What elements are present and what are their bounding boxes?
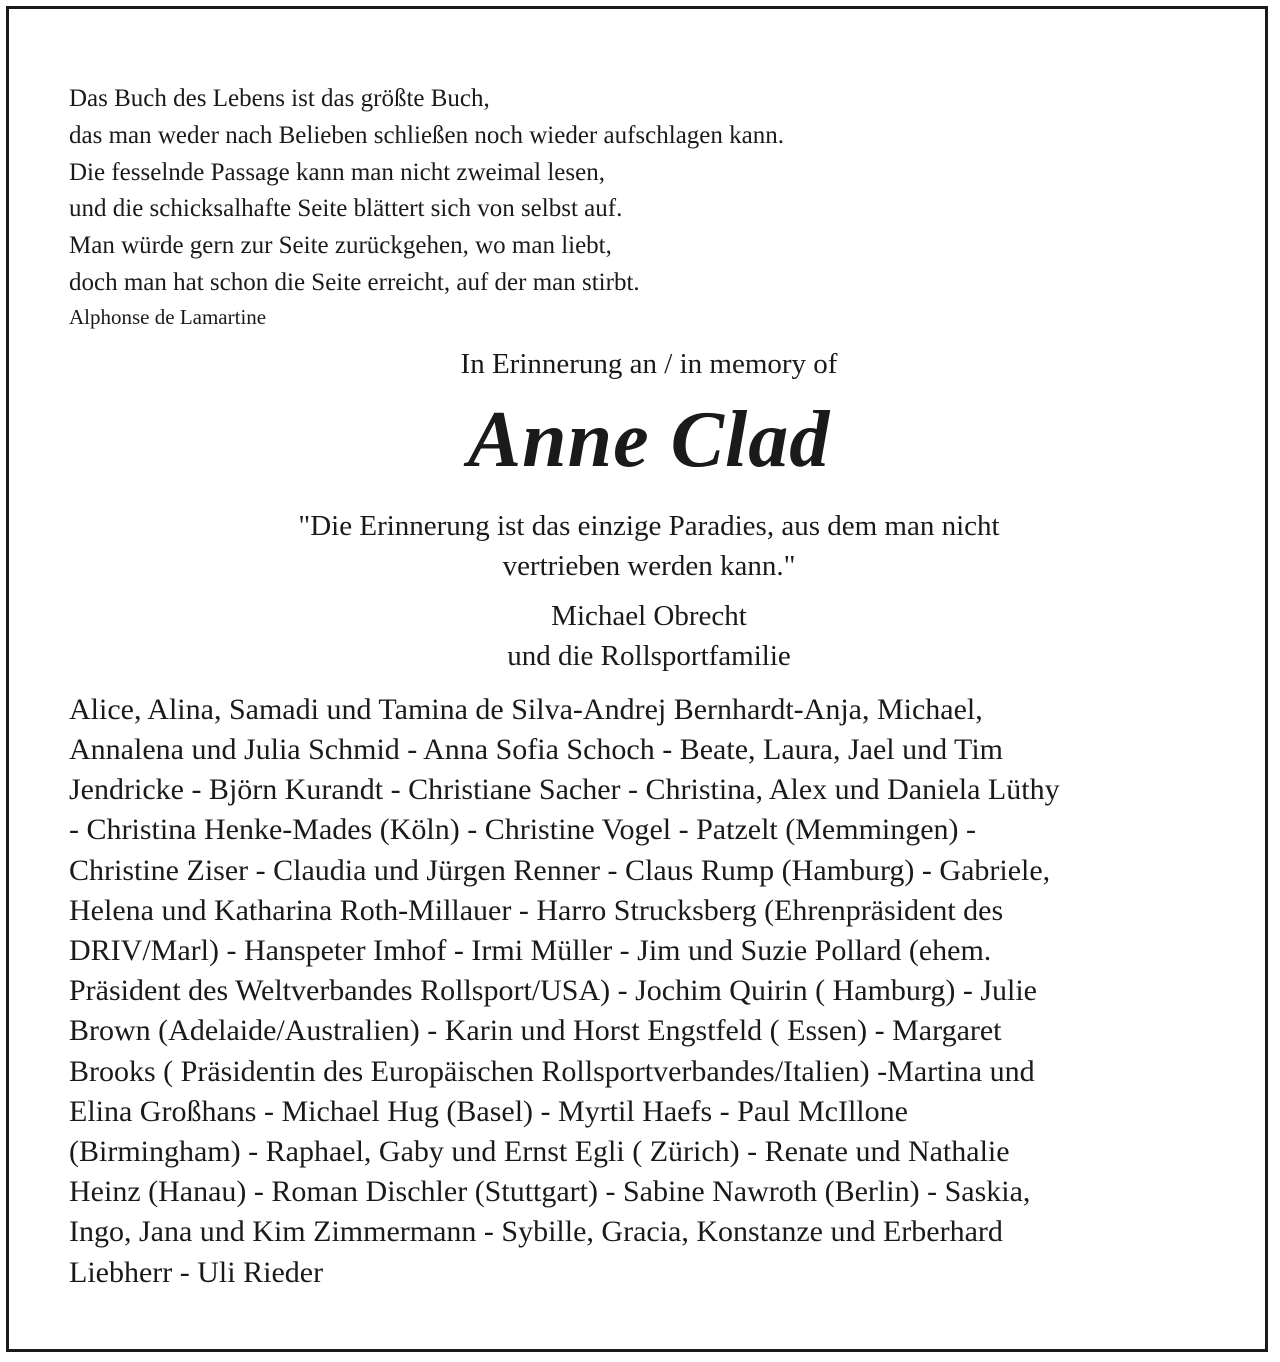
- quote-line: "Die Erinnerung ist das einzige Paradies, aus dem man nicht: [298, 509, 1000, 542]
- mourners-line: DRIV/Marl) - Hanspeter Imhof - Irmi Müller - Jim und Suzie Pollard (ehem.: [69, 934, 992, 967]
- poem: [69, 81, 1229, 302]
- mourners-line: Christine Ziser - Claudia und Jürgen Renner - Claus Rump (Hamburg) - Gabriele,: [69, 853, 1051, 887]
- poem-line: Das Buch des Lebens ist das größte Buch,: [69, 85, 490, 112]
- mourners-list: [69, 690, 1229, 1293]
- mourners-line: Liebherr - Uli Rieder: [69, 1255, 324, 1289]
- mourners-line: Alice, Alina, Samadi und Tamina de Silva-Andrej Bernhardt-Anja, Michael,: [69, 692, 983, 726]
- poem-line: und die schicksalhafte Seite blättert sich von selbst auf.: [69, 195, 623, 223]
- poem-line: Die fesselnde Passage kann man nicht zweimal lesen,: [69, 158, 605, 186]
- sender-line: Michael Obrecht: [551, 599, 747, 632]
- mourners-line: Ingo, Jana und Kim Zimmermann - Sybille, Gracia, Konstanze und Erberhard: [69, 1215, 1003, 1249]
- mourners-line: Annalena und Julia Schmid - Anna Sofia Schoch - Beate, Laura, Jael und Tim: [69, 732, 1003, 766]
- memory-heading: In Erinnerung an / in memory of: [460, 347, 838, 380]
- mourners-line: Helena und Katharina Roth-Millauer - Harro Strucksberg (Ehrenpräsident des: [69, 893, 1004, 927]
- deceased-name: Anne Clad: [467, 395, 831, 484]
- mourners-line: Brooks ( Präsidentin des Europäischen Rollsportverbandes/Italien) -Martina und: [69, 1054, 1035, 1088]
- mourners-line: Brown (Adelaide/Australien) - Karin und Horst Engstfeld ( Essen) - Margaret: [69, 1014, 1002, 1048]
- mourners-line: Heinz (Hanau) - Roman Dischler (Stuttgart) - Sabine Nawroth (Berlin) - Saskia,: [69, 1175, 1031, 1209]
- sender-line: und die Rollsportfamilie: [507, 639, 791, 672]
- mourners-line: Elina Großhans - Michael Hug (Basel) - Myrtil Haefs - Paul McIllone: [69, 1094, 908, 1128]
- memorial-quote: [69, 506, 1229, 586]
- poem-author: Alphonse de Lamartine: [69, 304, 267, 329]
- obituary-frame: [6, 6, 1268, 1352]
- poem-line: das man weder nach Belieben schließen noch wieder aufschlagen kann.: [69, 121, 784, 149]
- quote-line: vertrieben werden kann.": [502, 549, 796, 582]
- mourners-line: Präsident des Weltverbandes Rollsport/USA) - Jochim Quirin ( Hamburg) - Julie: [69, 974, 1037, 1008]
- senders: [69, 596, 1229, 676]
- obituary-content: [69, 81, 1229, 1293]
- mourners-line: Jendricke - Björn Kurandt - Christiane Sacher - Christina, Alex und Daniela Lüthy: [69, 773, 1060, 807]
- poem-line: Man würde gern zur Seite zurückgehen, wo man liebt,: [69, 232, 612, 260]
- poem-line: doch man hat schon die Seite erreicht, auf der man stirbt.: [69, 268, 640, 296]
- mourners-line: (Birmingham) - Raphael, Gaby und Ernst Egli ( Zürich) - Renate und Nathalie: [69, 1135, 1010, 1169]
- mourners-line: - Christina Henke-Mades (Köln) - Christine Vogel - Patzelt (Memmingen) -: [69, 813, 977, 847]
